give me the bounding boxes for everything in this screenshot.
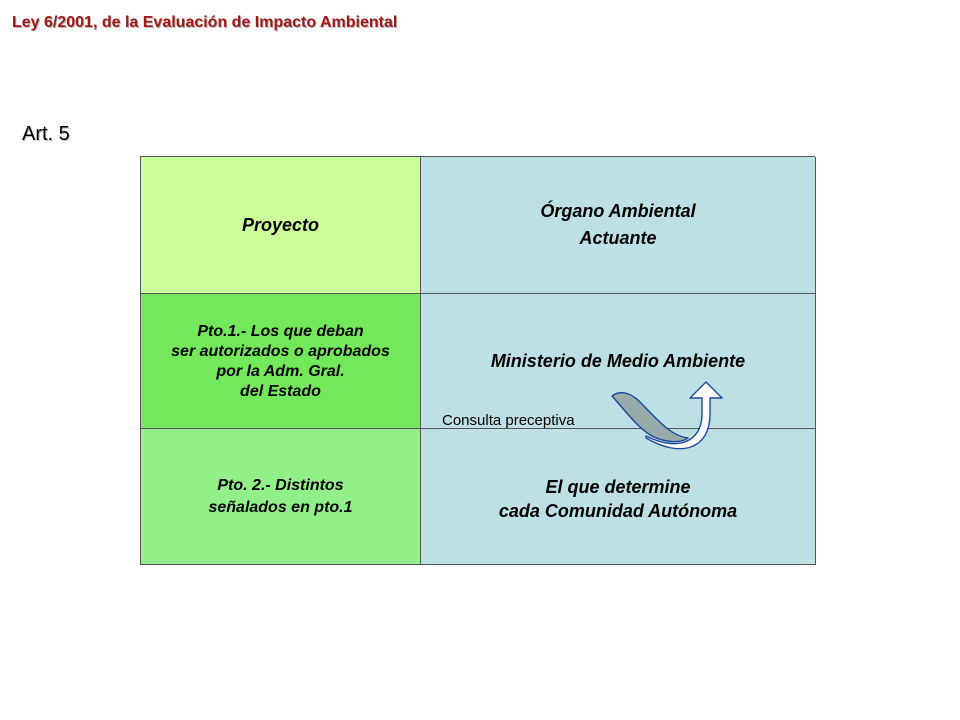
curved-up-arrow-icon <box>610 380 740 450</box>
cell-comunidad-autonoma: El que determine cada Comunidad Autónoma <box>421 429 816 565</box>
competence-table <box>140 156 815 565</box>
cell-pto1: Pto.1.- Los que deban ser autorizados o aprobados por la Adm. Gral. del Estado <box>141 294 421 429</box>
consulta-preceptiva-label: Consulta preceptiva <box>442 412 575 429</box>
cell-organo-ambiental: Órgano Ambiental Actuante <box>421 157 816 294</box>
cell-ministerio: Ministerio de Medio Ambiente <box>421 294 816 429</box>
cell-proyecto: Proyecto <box>141 157 421 294</box>
cell-pto2: Pto. 2.- Distintos señalados en pto.1 <box>141 429 421 565</box>
law-title: Ley 6/2001, de la Evaluación de Impacto Ambiental <box>12 14 398 31</box>
article-label: Art. 5 <box>22 123 70 145</box>
